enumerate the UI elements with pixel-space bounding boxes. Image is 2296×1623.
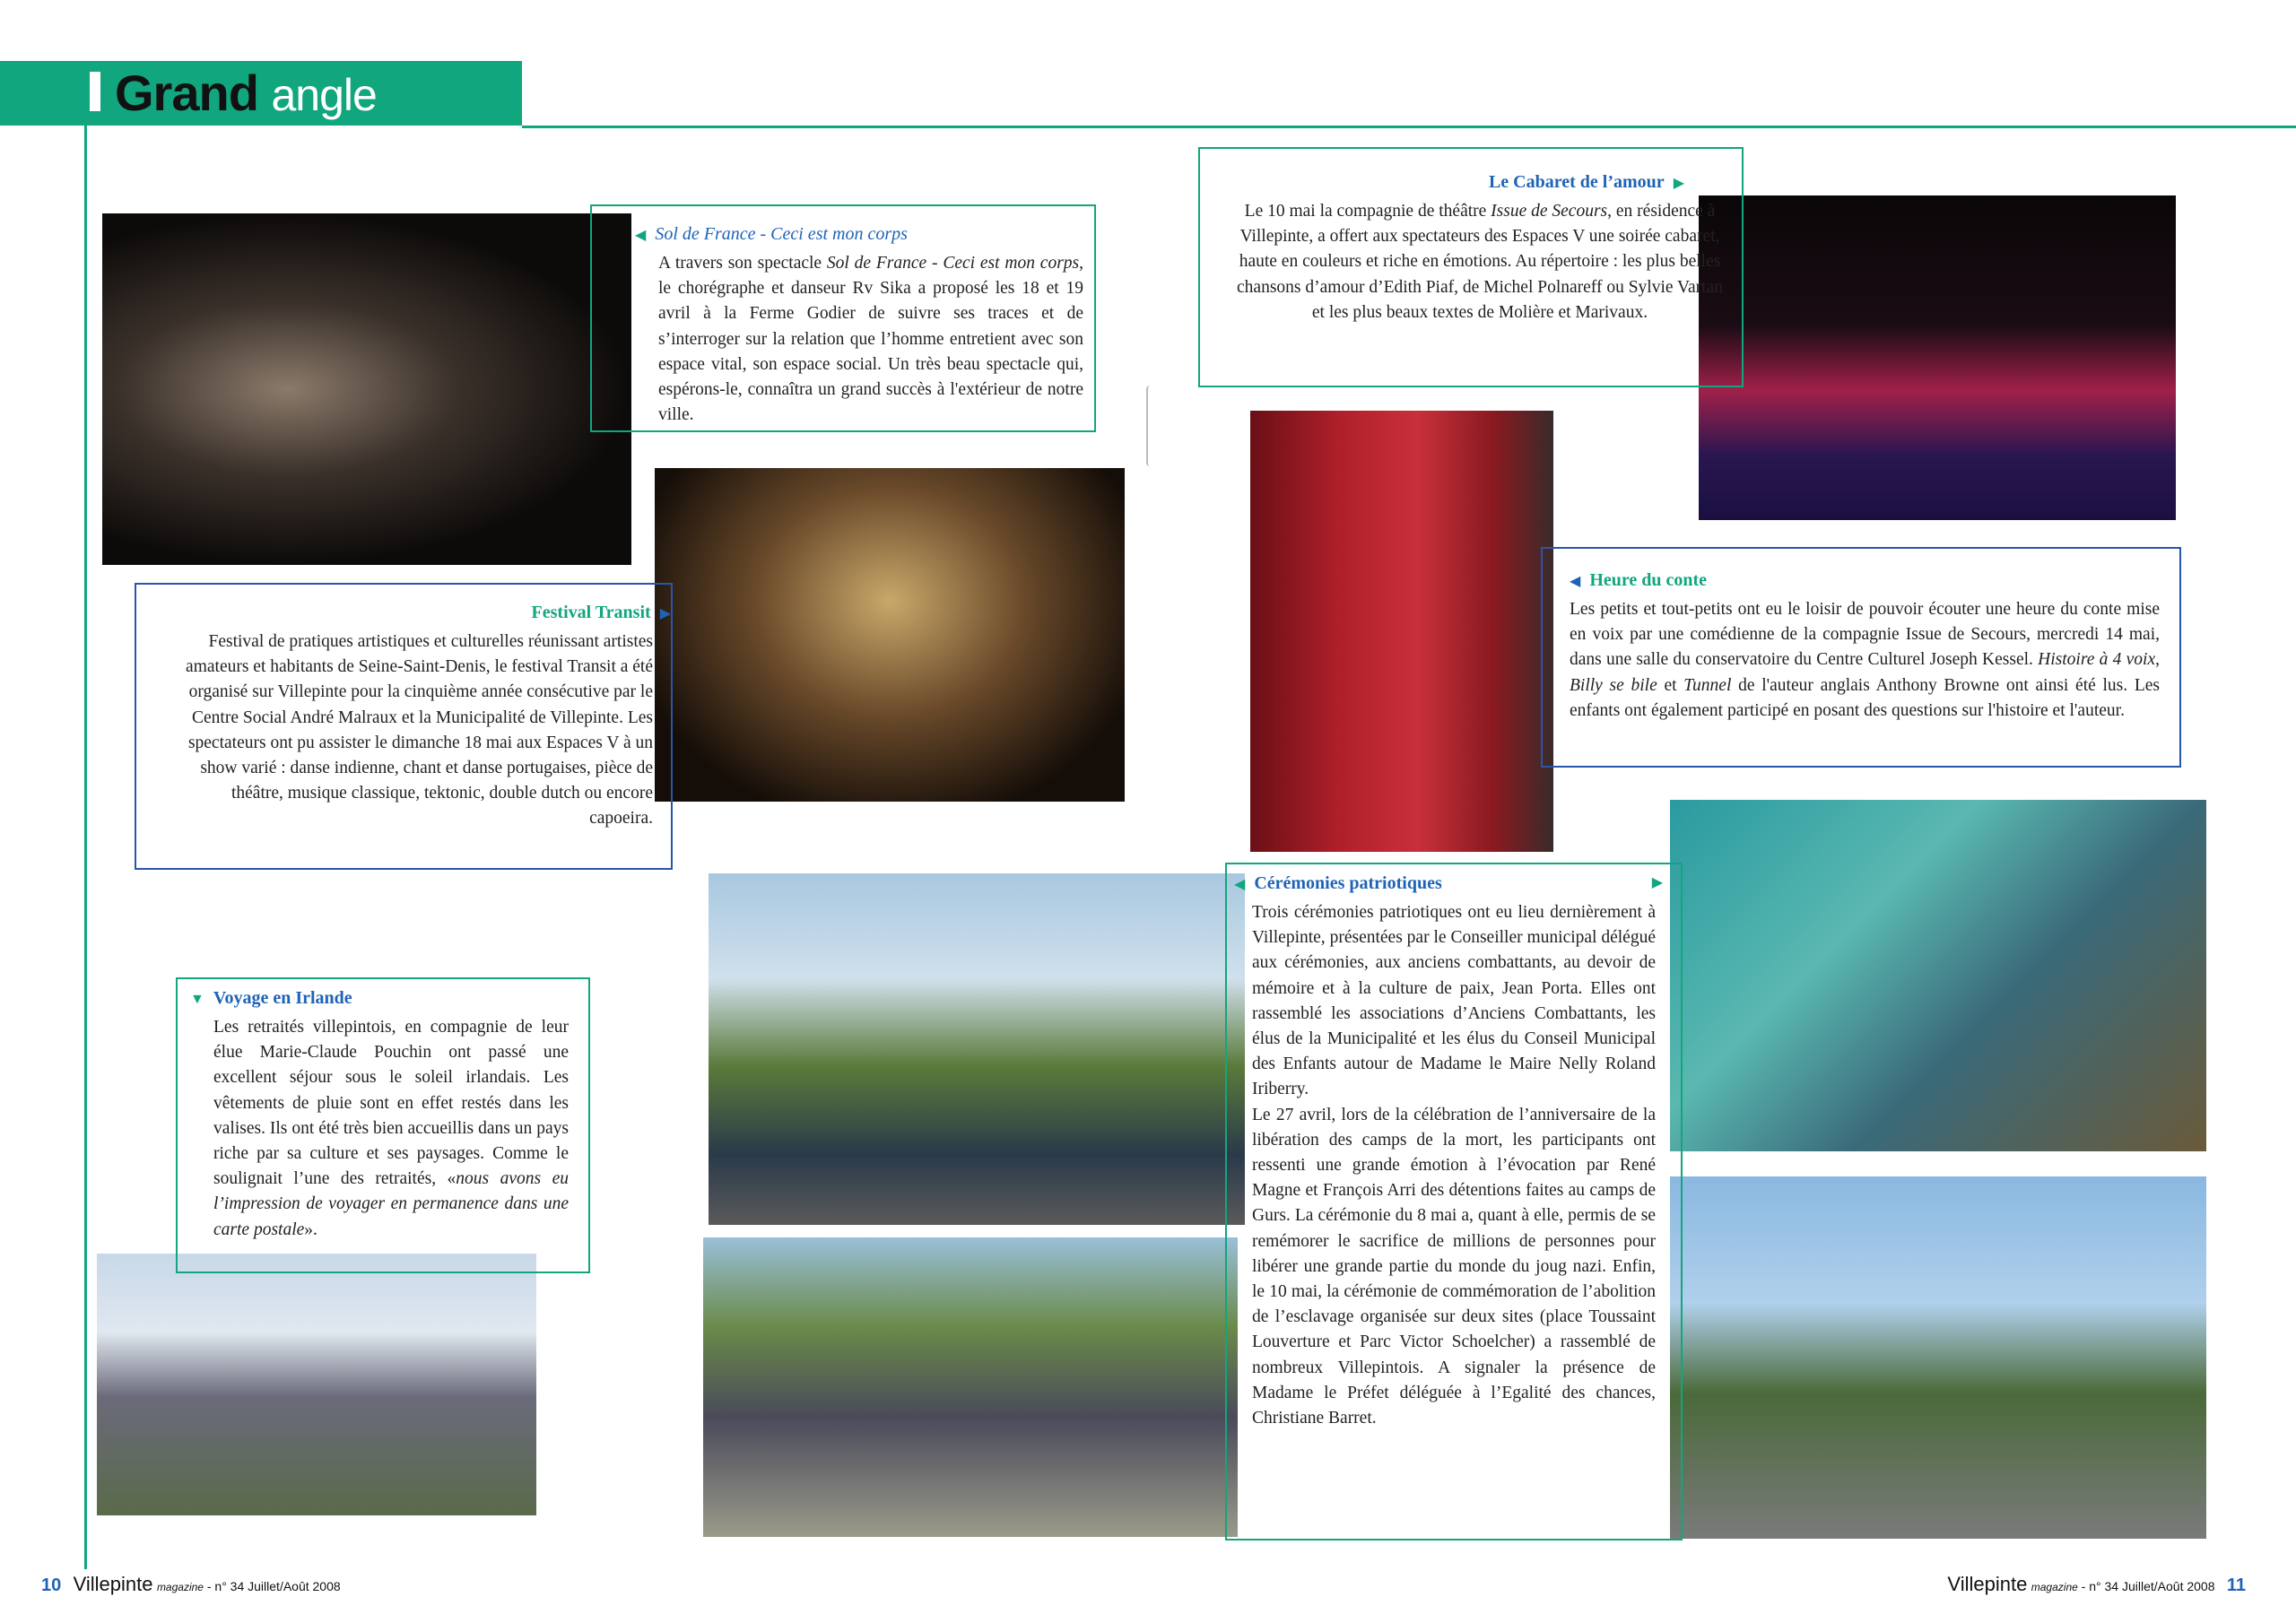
footer-right [1947, 1571, 2246, 1598]
footer-brand-right: Villepinte [1947, 1573, 2028, 1595]
article-ceremonies [1225, 863, 1683, 1541]
article-irlande-title: Voyage en Irlande [213, 988, 352, 1008]
photo-flag-bearers [709, 873, 1245, 1225]
article-conte-text: Les petits et tout-petits ont eu le loisir de pouvoir écouter une heure du conte mise en voix par une comédienne de la compagnie Issue de Secours, mercredi 14 mai, dans une salle du conservatoire du Centre Culturel Joseph Kessel. Histoire à 4 voix, Billy se bile et Tunnel de l'auteur anglais Anthony Browne ont ainsi été lus. Les enfants ont également participé en posant des questions sur l'histoire et l'auteur. [1570, 600, 2160, 720]
left-rule [84, 126, 87, 1569]
arrow-left-icon: ◀ [1570, 574, 1581, 589]
article-festival-title: Festival Transit [531, 603, 651, 622]
article-festival-text: Festival de pratiques artistiques et culturelles réunissant artistes amateurs et habitants de Seine-Saint-Denis, le festival Transit a été organisé sur Villepinte pour la cinquième année consécutive par le Centre Social André Malraux et la Municipalité de Villepinte. Les spectateurs ont pu assister le dimanche 18 mai aux Espaces V à un show varié : danse indienne, chant et danse portugaises, pièce de théâtre, musique classique, tektonic, double dutch ou encore capoeira. [186, 632, 653, 829]
footer-brand-left: Villepinte [73, 1573, 153, 1595]
arrow-right-icon: ▶ [659, 606, 671, 621]
article-cere-para-1: Trois cérémonies patriotiques ont eu lieu dernièrement à Villepinte, présentées par le Conseiller municipal délégué aux cérémonies, aux anciens combattants, au devoir de mémoire et à la culture de paix, Jean Porta. Elles ont rassemblé les associations d’Anciens Combattants, les élus de la Municipalité et les élus du Conseil Municipal des Enfants autour de Madame le Maire Nelly Roland Iriberry. [1252, 903, 1656, 1099]
article-irlande-title-row [190, 986, 569, 1011]
arrow-left-icon: ◀ [635, 228, 647, 243]
article-cabaret-text: Le 10 mai la compagnie de théâtre Issue de Secours, en résidence à Villepinte, a offert aux spectateurs des Espaces V une soirée cabaret, haute en couleurs et riche en émotions. Au répertoire : les plus belles chansons d’amour d’Edith Piaf, de Michel Polnareff ou Sylvie Vartan et les plus beaux textes de Molière et Marivaux. [1237, 202, 1723, 322]
article-sol-de-france [590, 204, 1096, 432]
photo-ceremony-crowd [703, 1237, 1238, 1537]
article-sol-title-row [635, 222, 1083, 247]
arrow-down-icon: ▼ [190, 992, 204, 1007]
top-rule [522, 126, 2296, 128]
arrow-right-icon: ▶ [1673, 176, 1684, 191]
page-title [115, 61, 377, 126]
article-conte-title-row [1570, 568, 2160, 594]
header-bar-mark [90, 72, 100, 111]
page-spine [1146, 386, 1153, 466]
photo-cemetery-ceremony [1670, 1176, 2206, 1539]
article-cere-title: Cérémonies patriotiques [1254, 873, 1442, 893]
photo-portuguese-dancers [655, 468, 1125, 802]
article-cere-title-row [1234, 872, 1663, 897]
photo-storytelling [1250, 411, 1553, 852]
footer-mag-left: magazine [156, 1581, 204, 1593]
article-sol-text: A travers son spectacle Sol de France - Ceci est mon corps, le chorégraphe et danseur Rv Sika a proposé les 18 et 19 avril à la Ferme Godier de suivre ses traces et de s’interroger sur la relation que l’homme entretient avec son espace vital, son espace social. Un très beau spectacle qui, espérons-le, connaîtra un grand succès à l'extérieur de notre ville. [658, 254, 1083, 425]
article-festival-title-row [170, 601, 671, 626]
article-sol-title: Sol de France - Ceci est mon corps [655, 224, 908, 244]
article-cabaret-title: Le Cabaret de l’amour [1488, 172, 1665, 192]
page-number-right: 11 [2226, 1575, 2246, 1595]
page-number-left: 10 [41, 1575, 62, 1595]
article-irlande-text: Les retraités villepintois, en compagnie de leur élue Marie-Claude Pouchin ont passé une excellent séjour sous le soleil irlandais. Les vêtements de pluie sont en effet restés dans les valises. Ils ont été très bien accueillis dans un pays riche par sa culture et ses paysages. Comme le soulignait l’une des retraités, «nous avons eu l’impression de voyager en permanence dans une carte postale». [213, 1018, 569, 1239]
footer-left [41, 1571, 341, 1598]
arrow-right-icon: ▶ [1651, 875, 1663, 890]
article-festival-transit [135, 583, 673, 870]
footer-mag-right: magazine [2031, 1581, 2078, 1593]
article-conte-title: Heure du conte [1589, 570, 1708, 590]
article-heure-du-conte [1541, 547, 2181, 768]
article-cere-para-2: Le 27 avril, lors de la célébration de l’anniversaire de la libération des camps de la mort, les participants ont ressenti une grande émotion à l’évocation par René Magne et François Arri des détentions faites au camps de Gurs. La cérémonie du 8 mai a, quant à elle, permis de se remémorer le sacrifice de millions de personnes pour libérer une grande partie du monde du joug nazi. Enfin, le 10 mai, la cérémonie de commémoration de l’abolition de l’esclavage organisée sur deux sites (place Toussaint Louverture et Parc Victor Schoelcher) a rassemblé de nombreux Villepintois. A signaler la présence de Madame le Préfet déléguée à l’Egalité des chances, Christiane Barret. [1252, 1105, 1656, 1428]
photo-mural-speech [1670, 800, 2206, 1151]
photo-retirees-group [97, 1254, 536, 1515]
footer-issue-right: - n° 34 Juillet/Août 2008 [2077, 1579, 2215, 1593]
footer-issue-left: - n° 34 Juillet/Août 2008 [203, 1579, 341, 1593]
article-voyage-irlande [176, 977, 590, 1273]
photo-theatre-stage [102, 213, 631, 565]
arrow-left-icon: ◀ [1234, 877, 1246, 892]
article-cabaret-title-row [1236, 170, 1724, 195]
page-title-light: angle [271, 70, 377, 120]
article-cabaret [1198, 147, 1744, 387]
photo-cabaret-stage [1699, 195, 2176, 520]
page-title-bold: Grand [115, 65, 258, 121]
